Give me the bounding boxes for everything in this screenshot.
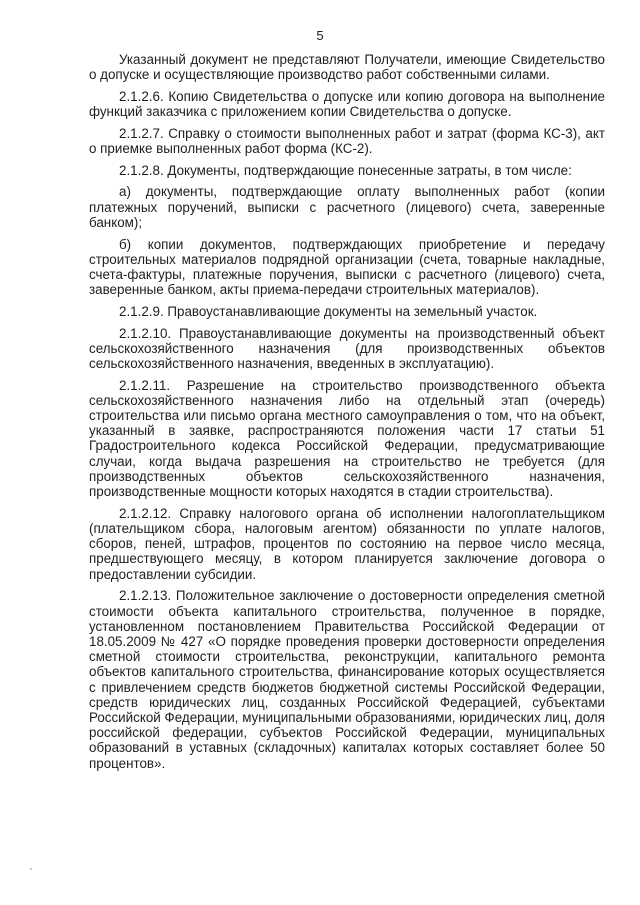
paragraph-2-1-2-9: 2.1.2.9. Правоустанавливающие документы на земельный участок. bbox=[119, 303, 538, 319]
paragraph-2-1-2-8: 2.1.2.8. Документы, подтверждающие понесенные затраты, в том числе: bbox=[119, 162, 572, 178]
paragraph-item-b: б) копии документов, подтверждающих приобретение и передачу строительных материалов подрядной организации (счета, товарные накладные, счета-фактуры, платежные поручения, выписки с расчетного (лицевого) счета, заверенные банком, акты приема-передачи строительных материалов). bbox=[89, 236, 605, 298]
paragraph-2-1-2-11: 2.1.2.11. Разрешение на строительство производственного объекта сельскохозяйственного назначения либо на отдельный этап (очередь) строительства или письмо органа местного самоуправления о том, что на объект, указанный в заявке, распространяются положения части 17 статьи 51 Градостроительного кодекса Российской Федерации, предусматривающие случаи, когда выдача разрешения на строительство не требуется (для производственных объектов сельскохозяйственного назначения, производственные мощности которых находятся в стадии строительства). bbox=[89, 377, 605, 500]
paragraph-2-1-2-7: 2.1.2.7. Справку о стоимости выполненных работ и затрат (форма КС-3), акт о приемке выполненных работ форма (КС-2). bbox=[89, 125, 605, 157]
page-number: 5 bbox=[316, 28, 324, 43]
paragraph-item-a: а) документы, подтверждающие оплату выполненных работ (копии платежных поручений, выписки с расчетного (лицевого) счета, заверенные банком); bbox=[89, 184, 605, 230]
paragraph-note: Указанный документ не представляют Получатели, имеющие Свидетельство о допуске и осуществляющие производство работ собственными силами. bbox=[89, 52, 605, 83]
document-body bbox=[89, 52, 605, 777]
paragraph-2-1-2-12: 2.1.2.12. Справку налогового органа об исполнении налогоплательщиком (плательщиком сбора, налоговым агентом) обязанности по уплате налогов, сборов, пеней, штрафов, процентов по состоянию на первое число месяца, предшествующего месяцу, в котором планируется заключение договора о предоставлении субсидии. bbox=[89, 505, 605, 582]
paragraph-2-1-2-6: 2.1.2.6. Копию Свидетельства о допуске или копию договора на выполнение функций заказчика с приложением копии Свидетельства о допуске. bbox=[89, 88, 605, 120]
scan-speck bbox=[30, 868, 32, 870]
paragraph-2-1-2-10: 2.1.2.10. Правоустанавливающие документы на производственный объект сельскохозяйственного назначения (для производственных объектов сельскохозяйственного назначения, введенных в эксплуатацию). bbox=[89, 325, 605, 371]
paragraph-2-1-2-13: 2.1.2.13. Положительное заключение о достоверности определения сметной стоимости объекта капитального строительства, полученное в порядке, установленном постановлением Правительства Российской Федерации от 18.05.2009 № 427 «О порядке проведения проверки достоверности определения сметной стоимости строительства, реконструкции, капитального ремонта объектов капитального строительства, финансирование которых осуществляется с привлечением средств бюджетов бюджетной системы Российской Федерации, средств юридических лиц, созданных Российской Федерацией, субъектами Российской Федерации, муниципальными образованиями, юридических лиц, доля российской федерации, субъектов Российской Федерации, муниципальных образований в уставных (складочных) капиталах которых составляет более 50 процентов». bbox=[89, 588, 605, 771]
